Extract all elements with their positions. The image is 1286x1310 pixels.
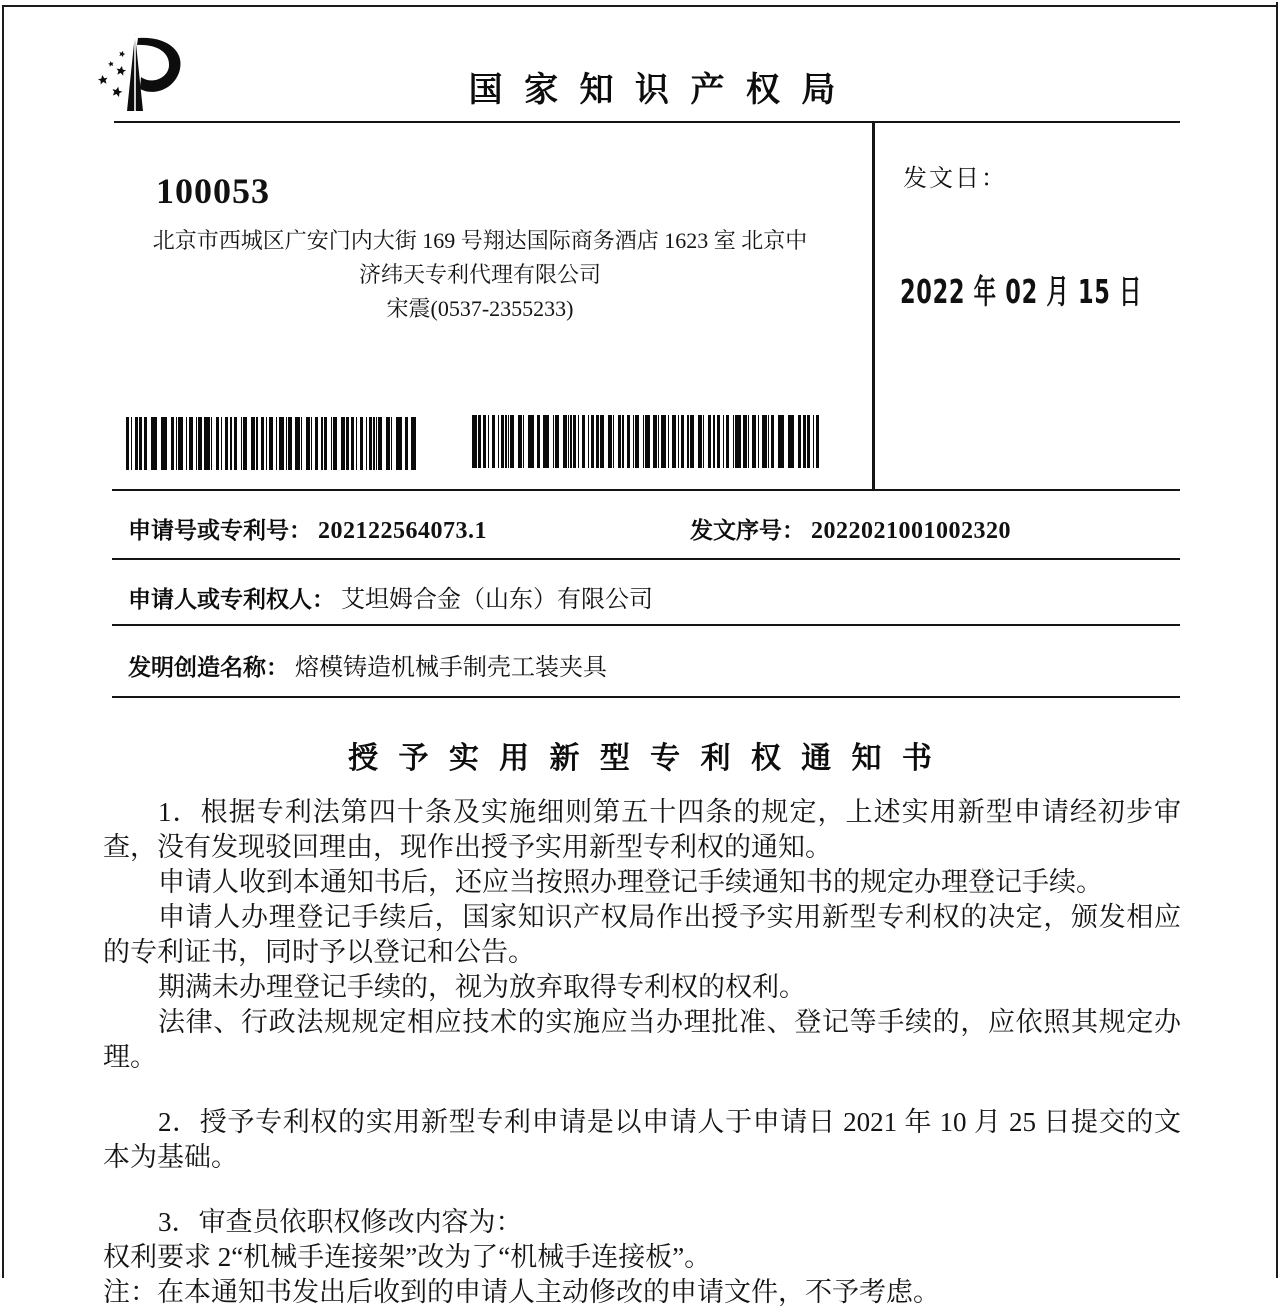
table-divider <box>112 489 1180 491</box>
notice-paragraph: 期满未办理登记手续的，视为放弃取得专利权的权利。 <box>158 972 806 1002</box>
applicant-label: 申请人或专利权人： <box>128 586 335 612</box>
invention-title-field <box>128 647 607 682</box>
notice-paragraph: 申请人办理登记手续后，国家知识产权局作出授予实用新型专利权的决定，颁发相应的专利证书，同时予以登记和公告。 <box>103 902 1181 967</box>
notice-title: 授 予 实 用 新 型 专 利 权 通 知 书 <box>348 742 938 775</box>
dispatch-serial-value: 2022021001002320 <box>811 518 1011 544</box>
notice-paragraph: 法律、行政法规规定相应技术的实施应当办理批准、登记等手续的，应依照其规定办理。 <box>103 1007 1181 1072</box>
notice-paragraph: 2．授予专利权的实用新型专利申请是以申请人于申请日 2021 年 10 月 25 日提交的文本为基础。 <box>103 1107 1181 1172</box>
applicant-field <box>128 579 653 614</box>
recipient-address-line2: 济纬天专利代理有限公司 <box>358 262 601 287</box>
dispatch-date-box-divider <box>872 121 875 490</box>
notice-body <box>103 795 1181 1310</box>
notice-paragraph: 申请人收到本通知书后，还应当按照办理登记手续通知书的规定办理登记手续。 <box>158 867 1103 897</box>
dispatch-date-value: 2022 年 02 月 15 日 <box>900 272 1143 311</box>
header-divider <box>114 121 1180 123</box>
issuer-title: 国 家 知 识 产 权 局 <box>468 71 842 109</box>
table-divider <box>112 558 1180 560</box>
table-divider <box>112 696 1180 698</box>
notice-paragraph: 1．根据专利法第四十条及实施细则第五十四条的规定，上述实用新型申请经初步审查，没有发现驳回理由，现作出授予实用新型专利权的通知。 <box>103 797 1181 862</box>
notice-paragraph: 权利要求 2“机械手连接架”改为了“机械手连接板”。 <box>103 1242 712 1272</box>
invention-title-label: 发明创造名称： <box>128 654 289 680</box>
page-border-left <box>2 5 4 1278</box>
barcode-icon <box>126 417 416 470</box>
application-number-value: 202122564073.1 <box>318 518 487 544</box>
notice-paragraph: 3．审查员依职权修改内容为： <box>158 1207 523 1237</box>
dispatch-date-label: 发文日： <box>903 166 1007 192</box>
page-border-top <box>2 5 1278 7</box>
dispatch-serial-field <box>690 512 1011 545</box>
notice-paragraph: 注：在本通知书发出后收到的申请人主动修改的申请文件，不予考虑。 <box>103 1277 940 1307</box>
recipient-address-line1: 北京市西城区广安门内大街 169 号翔达国际商务酒店 1623 室 北京中 <box>152 228 808 253</box>
recipient-contact: 宋震(0537-2355233) <box>386 296 574 321</box>
barcode-icon <box>472 415 823 468</box>
page-border-right <box>1276 2 1278 1278</box>
application-number-field <box>128 512 487 545</box>
table-divider <box>112 624 1180 626</box>
recipient-address-block <box>133 224 827 326</box>
application-number-label: 申请号或专利号： <box>128 517 312 543</box>
applicant-value: 艾坦姆合金（山东）有限公司 <box>341 587 653 613</box>
dispatch-serial-label: 发文序号： <box>690 517 805 543</box>
postal-code: 100053 <box>156 171 270 211</box>
invention-title-value: 熔模铸造机械手制壳工装夹具 <box>295 655 607 681</box>
